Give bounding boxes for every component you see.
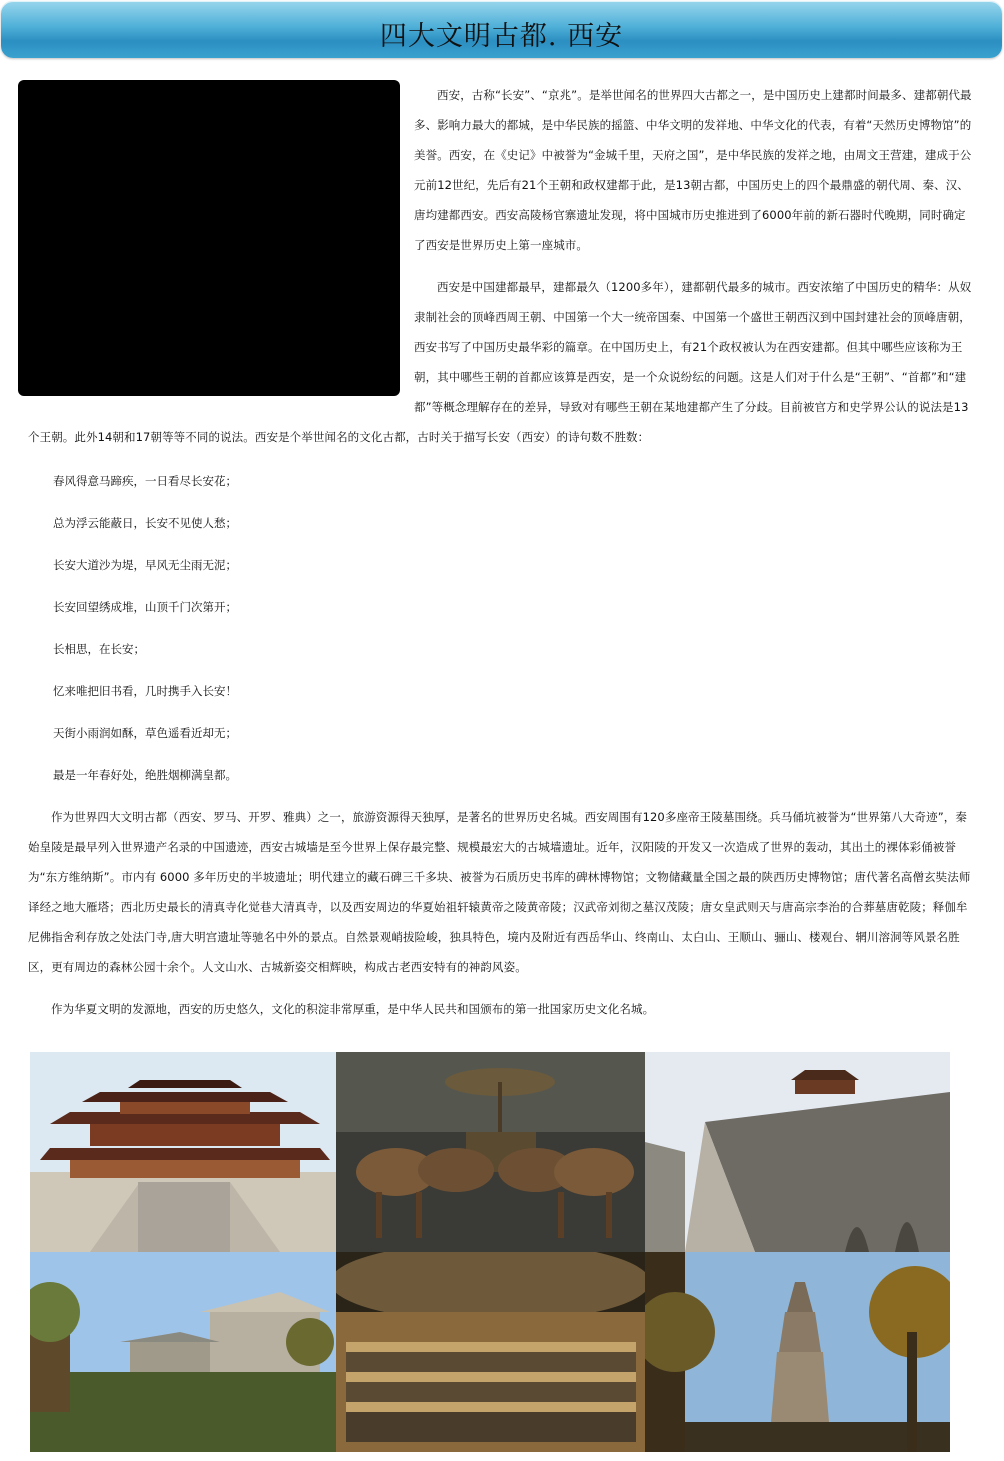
poem-line: 长安大道沙为堤，早风无尘雨无泥； <box>53 558 237 572</box>
article <box>28 80 972 1036</box>
photo-palace <box>30 1052 336 1252</box>
paragraph-capital-history: 西安是中国建都最早，建都最久（1200多年），建都朝代最多的城市。西安浓缩了中国历史的精华：从奴隶制社会的顶峰西周王朝、中国第一个大一统帝国秦、中国第一个盛世王朝西汉到中国封建社会的顶峰唐朝，西安书写了中国历史最华彩的篇章。在中国历史上，有21个政权被认为在西安建都。但其中哪些应该称为王朝，其中哪些王朝的首都应该算是西安，是一个众说纷纭的问题。这是人们对于什么是“王朝”、“首都”和“建都”等概念理解存在的差异，导致对有哪些王朝在某地建都产生了分歧。目前被官方和史学界公认的说法是13个王朝。此外14朝和17朝等等不同的说法。西安是个举世闻名的文化古都，古时关于描写长安（西安）的诗句数不胜数： <box>28 280 972 444</box>
video-player[interactable] <box>18 80 400 396</box>
poem-line: 忆来唯把旧书看，几时携手入长安！ <box>53 684 237 698</box>
photo-museum <box>30 1252 336 1452</box>
page-header <box>1 1 1002 58</box>
poem-line: 春风得意马蹄疾，一日看尽长安花； <box>53 474 237 488</box>
paragraph-heritage: 作为华夏文明的发源地，西安的历史悠久，文化的积淀非常厚重，是中华人民共和国颁布的第一批国家历史文化名城。 <box>51 1002 655 1016</box>
photo-gallery <box>30 1052 950 1452</box>
paragraph-intro: 西安，古称“长安”、“京兆”。是举世闻名的世界四大古都之一，是中国历史上建都时间最多、建都朝代最多、影响力最大的都城，是中华民族的摇篮、中华文明的发祥地、中华文化的代表，有着“天然历史博物馆”的美誉。西安，在《史记》中被誉为“金城千里，天府之国”，是中华民族的发祥之地，由周文王营建，建成于公元前12世纪，先后有21个王朝和政权建都于此，是13朝古都，中国历史上的四个最鼎盛的朝代周、秦、汉、唐均建都西安。西安高陵杨官寨遗址发现，将中国城市历史推进到了6000年前的新石器时代晚期，同时确定了西安是世界历史上第一座城市。 <box>414 88 972 252</box>
photo-pagoda <box>645 1252 950 1452</box>
poem-line: 天街小雨润如酥，草色遥看近却无； <box>53 726 237 740</box>
paragraph-tourism: 作为世界四大文明古都（西安、罗马、开罗、雅典）之一，旅游资源得天独厚，是著名的世界历史名城。西安周围有120多座帝王陵墓围绕。兵马俑坑被誉为“世界第八大奇迹”，秦始皇陵是最早列入世界遗产名录的中国遗迹，西安古城墙是至今世界上保存最完整、规模最宏大的古城墙遗址。近年，汉阳陵的开发又一次造成了世界的轰动，其出土的裸体彩俑被誉为“东方维纳斯”。市内有 6000 多年历史的半坡遗址；明代建立的藏石碑三千多块、被誉为石质历史书库的碑林博物馆；文物储藏量全国之最的陕西历史博物馆；唐代著名高僧玄奘法师译经之地大雁塔；西北历史最长的清真寺化觉巷大清真寺，以及西安周边的华夏始祖轩辕黄帝之陵黄帝陵；汉武帝刘彻之墓汉茂陵；唐女皇武则天与唐高宗李治的合葬墓唐乾陵；释伽牟尼佛指舍利存放之处法门寺,唐大明宫遗址等驰名中外的景点。自然景观峭拔险峻，独具特色，境内及附近有西岳华山、终南山、太白山、王顺山、骊山、楼观台、辋川溶洞等风景名胜区，更有周边的森林公园十余个。人文山水、古城新姿交相辉映，构成古老西安特有的神韵风姿。 <box>28 810 971 974</box>
poem-line: 长安回望绣成堆，山顶千门次第开； <box>53 600 237 614</box>
poem-list <box>28 460 972 796</box>
poem-line: 总为浮云能蔽日，长安不见使人愁； <box>53 516 237 530</box>
photo-bronze-chariot <box>336 1052 645 1252</box>
photo-city-wall <box>645 1052 950 1252</box>
page-title: 四大文明古都. 西安 <box>379 21 624 52</box>
photo-terracotta-army <box>336 1252 645 1452</box>
poem-line: 最是一年春好处，绝胜烟柳满皇都。 <box>53 768 237 782</box>
poem-line: 长相思，在长安； <box>53 642 145 656</box>
